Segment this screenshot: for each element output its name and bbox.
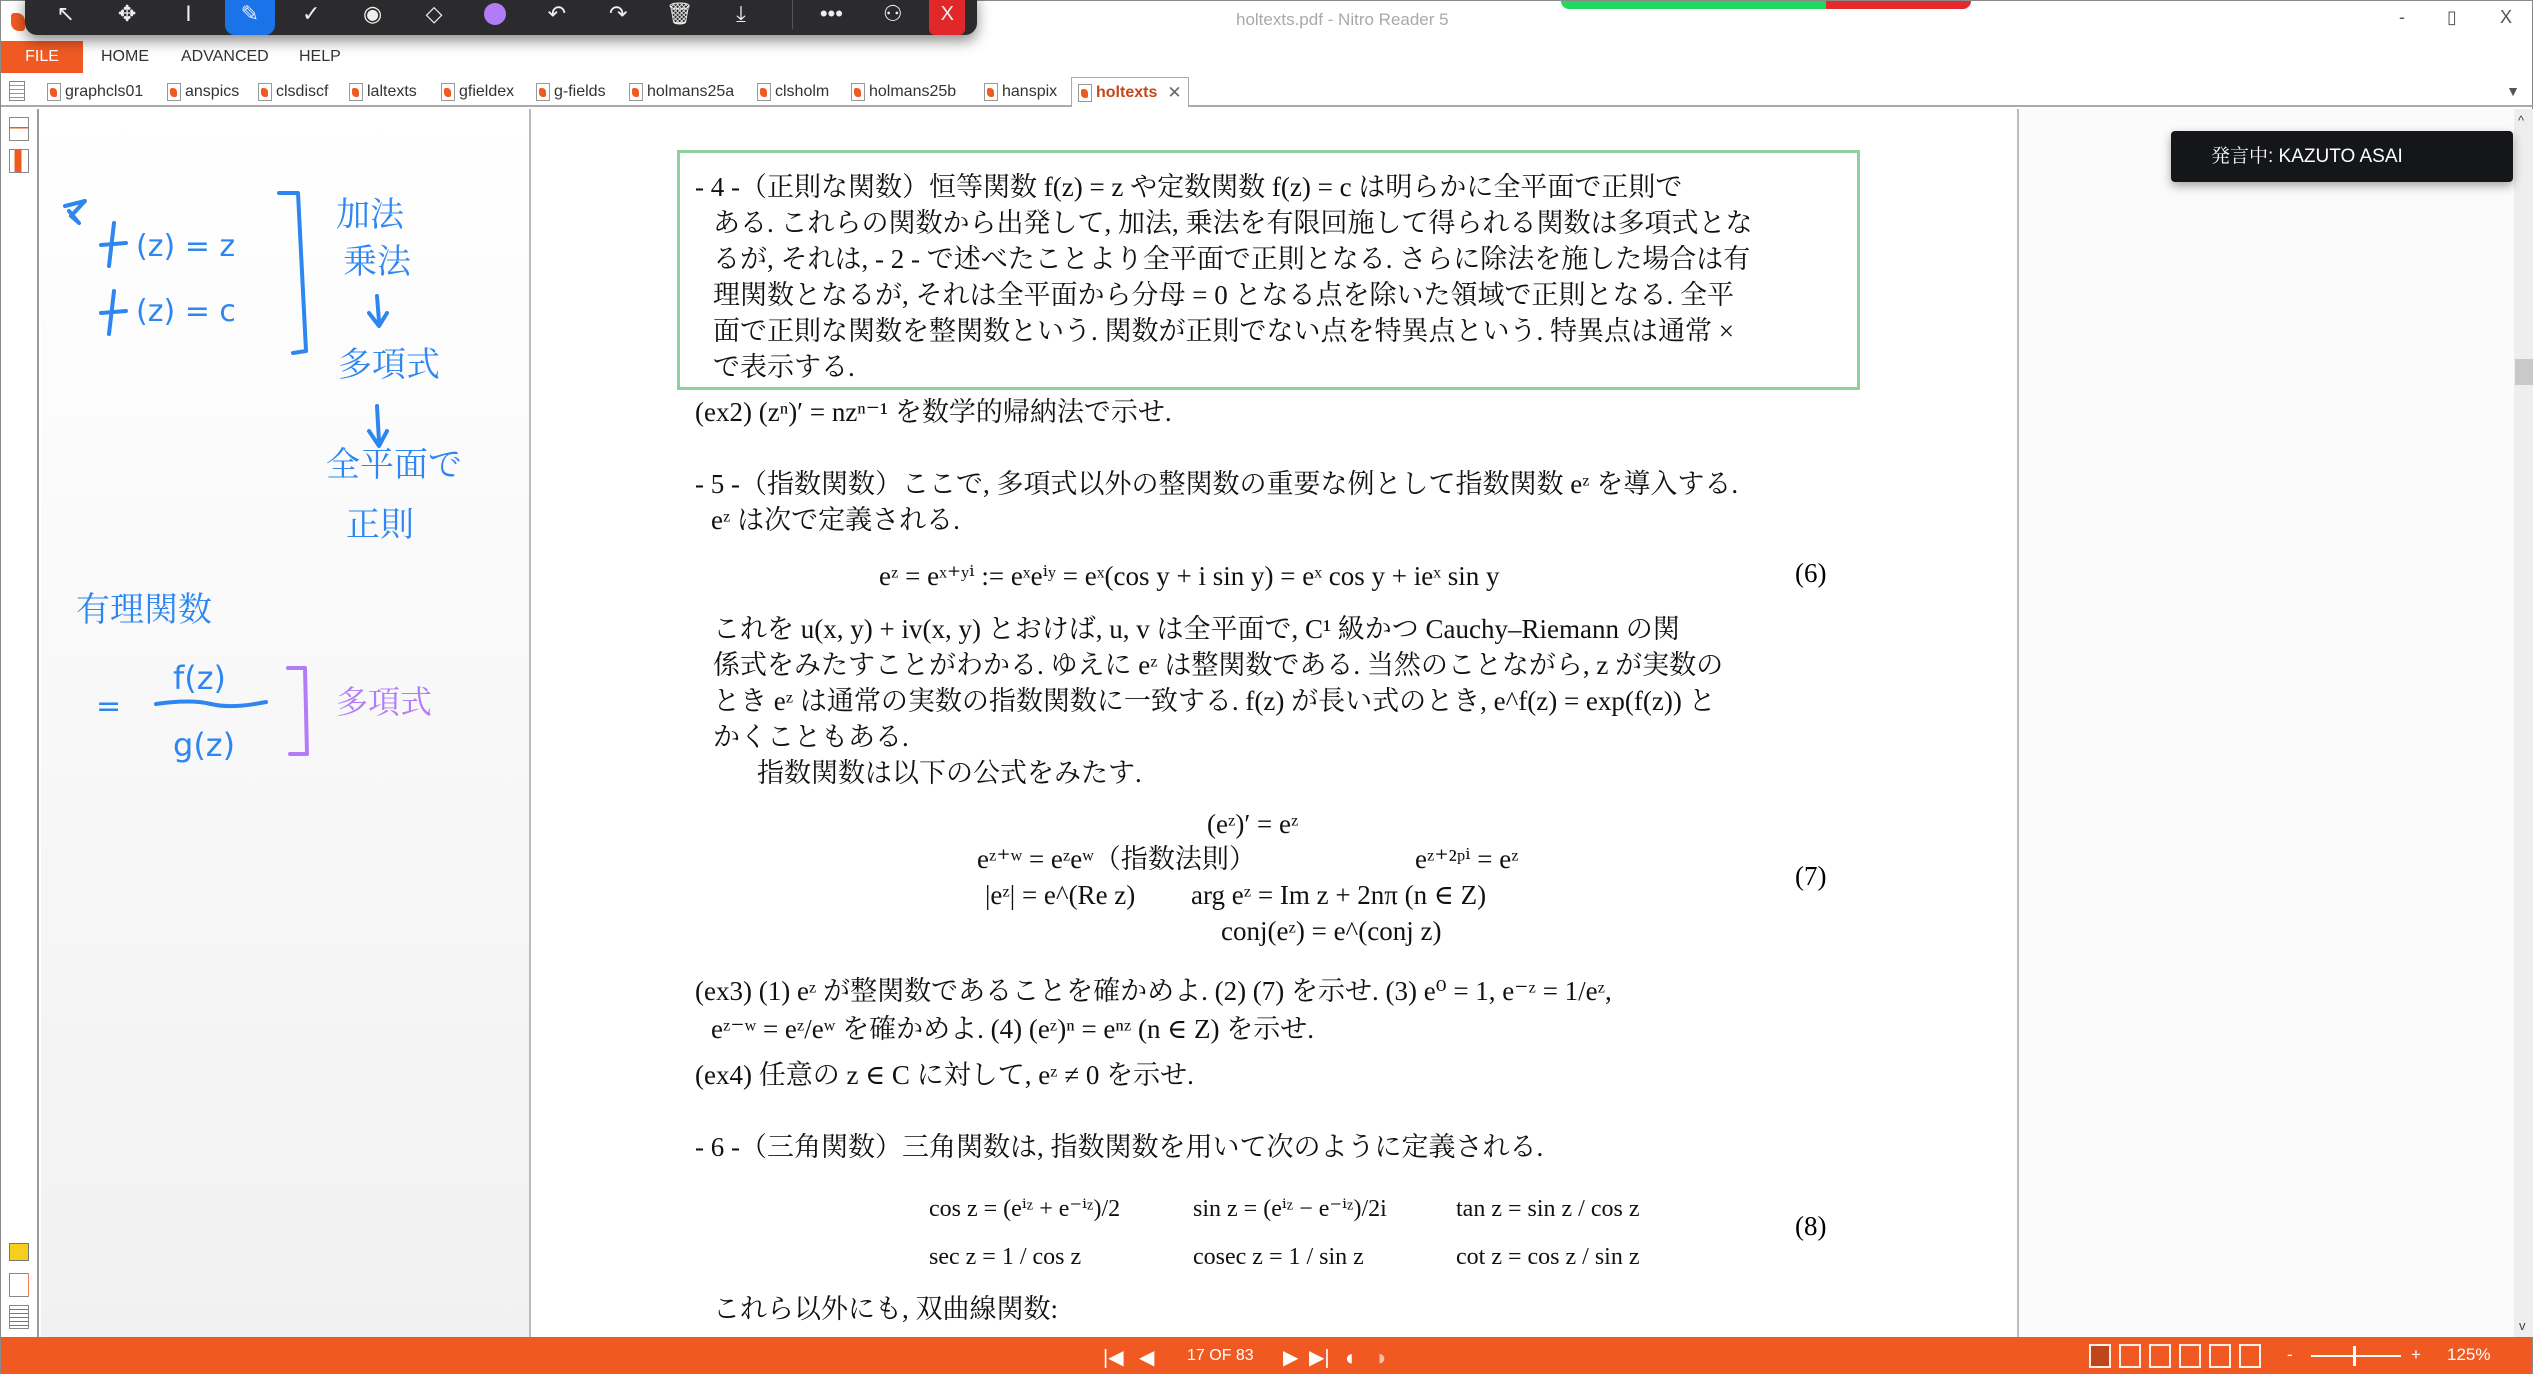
cauchy-riemann-line-1: これを u(x, y) + iv(x, y) とおけば, u, v は全平面で, C¹ 級かつ Cauchy–Riemann の関 bbox=[713, 614, 1680, 644]
svg-text:f(z): f(z) bbox=[173, 659, 227, 697]
section-4-line-2: ある. これらの関数から出発して, 加法, 乗法を有限回施して得られる関数は多項式とな bbox=[713, 208, 1753, 238]
equation-8-cosec: cosec z = 1 / sin z bbox=[1193, 1244, 1364, 1270]
exercise-3-line-2: eᶻ⁻ʷ = eᶻ/eʷ を確かめよ. (4) (eᶻ)ⁿ = eⁿᶻ (n ∈ Z) を示せ. bbox=[711, 1014, 1315, 1044]
tab-clsdiscf[interactable]: clsdiscf bbox=[258, 78, 328, 106]
facing-view-icon[interactable] bbox=[2149, 1344, 2171, 1368]
tabs-overflow-chevron-icon[interactable]: ▼ bbox=[2506, 83, 2520, 99]
section-4-line-3: るが, それは, - 2 - で述べたことより全平面で正則となる. さらに除法を施した場合は有 bbox=[713, 244, 1751, 274]
zoom-in-button[interactable]: + bbox=[2411, 1345, 2421, 1364]
next-page-icon[interactable]: ▶ bbox=[1283, 1347, 1299, 1369]
split-view-icon[interactable] bbox=[2239, 1344, 2261, 1368]
section-4-line-1: - 4 -（正則な関数）恒等関数 f(z) = z や定数関数 f(z) = c は明らかに全平面で正則で bbox=[695, 172, 1683, 202]
page-search-icon[interactable] bbox=[9, 117, 29, 141]
equation-8-cot: cot z = cos z / sin z bbox=[1456, 1244, 1640, 1270]
annotation-toolbar bbox=[25, 0, 977, 35]
exercise-2: (ex2) (zⁿ)′ = nzⁿ⁻¹ を数学的帰納法で示せ. bbox=[695, 397, 1172, 427]
last-page-icon[interactable]: ▶| bbox=[1309, 1347, 1330, 1369]
page-indicator[interactable]: 17 OF 83 bbox=[1187, 1347, 1254, 1364]
exercise-4: (ex4) 任意の z ∈ C に対して, eᶻ ≠ 0 を示せ. bbox=[695, 1060, 1194, 1090]
svg-text:加法: 加法 bbox=[336, 195, 404, 235]
tab-anspics[interactable]: anspics bbox=[167, 78, 239, 106]
scroll-up-icon[interactable]: ^ bbox=[2518, 113, 2525, 128]
undo-icon[interactable]: ↶ bbox=[547, 1, 567, 26]
menu-advanced[interactable]: ADVANCED bbox=[181, 48, 269, 65]
presentation-view-icon[interactable] bbox=[2209, 1344, 2231, 1368]
equation-6: eᶻ = eˣ⁺ʸⁱ := eˣeⁱʸ = eˣ(cos y + i sin y) = eˣ cos y + ieˣ sin y bbox=[879, 561, 1500, 591]
equation-7-row-2b: eᶻ⁺²ᵖⁱ = eᶻ bbox=[1415, 844, 1519, 874]
back-view-icon[interactable]: ◐ bbox=[1345, 1345, 1359, 1370]
facing-continuous-view-icon[interactable] bbox=[2179, 1344, 2201, 1368]
pdf-file-icon bbox=[851, 83, 865, 101]
handwriting-ink bbox=[41, 109, 531, 1337]
equation-7-row-4: conj(eᶻ) = e^(conj z) bbox=[1221, 916, 1442, 946]
menu-file[interactable]: FILE bbox=[1, 41, 83, 73]
zoom-out-button[interactable]: - bbox=[2287, 1345, 2293, 1364]
zoom-slider-knob[interactable] bbox=[2353, 1346, 2356, 1366]
svg-text:正則: 正則 bbox=[346, 505, 414, 545]
equation-7-number: (7) bbox=[1795, 861, 1827, 891]
window-title: holtexts.pdf - Nitro Reader 5 bbox=[1236, 10, 1449, 29]
move-icon[interactable]: ✥ bbox=[117, 1, 137, 26]
trash-icon[interactable]: 🗑 bbox=[665, 1, 694, 26]
pdf-file-icon bbox=[167, 83, 181, 101]
vertical-scrollbar[interactable] bbox=[2514, 109, 2533, 1337]
section-5-line-2: eᶻ は次で定義される. bbox=[711, 505, 960, 535]
first-page-icon[interactable]: |◀ bbox=[1103, 1347, 1124, 1369]
equation-6-number: (6) bbox=[1795, 558, 1827, 588]
close-tab-button[interactable]: ✕ bbox=[1167, 82, 1182, 102]
svg-text:(z) = z: (z) = z bbox=[136, 229, 236, 264]
svg-text:多項式: 多項式 bbox=[336, 683, 433, 721]
single-page-view-icon[interactable] bbox=[2089, 1344, 2111, 1368]
cauchy-riemann-line-4: かくこともある. bbox=[713, 722, 909, 752]
svg-text:有理関数: 有理関数 bbox=[76, 590, 212, 630]
maximize-button[interactable]: ▯ bbox=[2447, 7, 2457, 27]
formulas-intro: 指数関数は以下の公式をみたす. bbox=[757, 758, 1142, 788]
tab-graphcls01[interactable]: graphcls01 bbox=[47, 78, 143, 106]
redo-icon[interactable]: ↷ bbox=[608, 1, 628, 26]
equation-8-sin: sin z = (eⁱᶻ − e⁻ⁱᶻ)/2i bbox=[1193, 1196, 1387, 1222]
exercise-3-line-1: (ex3) (1) eᶻ が整関数であることを確かめよ. (2) (7) を示せ. (3) e⁰ = 1, e⁻ᶻ = 1/eᶻ, bbox=[695, 976, 1612, 1006]
pdf-file-icon bbox=[47, 83, 61, 101]
equation-8-tan: tan z = sin z / cos z bbox=[1456, 1196, 1640, 1222]
eraser-icon[interactable]: ◇ bbox=[425, 1, 443, 26]
scrollbar-thumb[interactable] bbox=[2515, 359, 2533, 385]
pdf-file-icon bbox=[258, 83, 272, 101]
select-arrow-icon[interactable]: ↖ bbox=[56, 1, 75, 26]
hyperbolic-intro: これら以外にも, 双曲線関数: bbox=[713, 1294, 1059, 1324]
tab-laltexts[interactable]: laltexts bbox=[349, 78, 417, 106]
section-4-line-5: 面で正則な関数を整関数という. 関数が正則でない点を特異点という. 特異点は通常 × bbox=[713, 316, 1734, 346]
left-panel-strip bbox=[1, 109, 39, 1337]
pdf-file-icon bbox=[1078, 84, 1092, 102]
pdf-file-icon bbox=[757, 83, 771, 101]
scroll-down-icon[interactable]: v bbox=[2519, 1318, 2526, 1333]
zoom-slider-track[interactable] bbox=[2311, 1355, 2401, 1357]
bookmark-icon[interactable] bbox=[9, 149, 29, 173]
meeting-share-bar[interactable] bbox=[1561, 1, 1971, 9]
previous-page-icon[interactable]: ◀ bbox=[1139, 1347, 1155, 1369]
attachments-icon[interactable] bbox=[9, 1273, 29, 1297]
speaking-indicator: 発言中: KAZUTO ASAI bbox=[2171, 131, 2513, 182]
highlighter-icon[interactable]: ◉ bbox=[363, 1, 383, 26]
download-icon[interactable]: ⤓ bbox=[736, 1, 746, 26]
cauchy-riemann-line-3: とき eᶻ は通常の実数の指数関数に一致する. f(z) が長い式のとき, e^f(z) = exp(f(z)) と bbox=[713, 686, 1716, 716]
page-list-icon[interactable] bbox=[9, 1305, 29, 1329]
pdf-file-icon bbox=[536, 83, 550, 101]
svg-text:(z) = c: (z) = c bbox=[136, 294, 236, 329]
tab-hanspix[interactable]: hanspix bbox=[984, 78, 1057, 106]
pdf-file-icon bbox=[984, 83, 998, 101]
document-tab-bar bbox=[1, 75, 2532, 107]
toolbar-divider bbox=[792, 0, 793, 29]
comments-icon[interactable] bbox=[9, 1243, 29, 1261]
more-icon[interactable]: ••• bbox=[819, 1, 843, 26]
section-5-line-1: - 5 -（指数関数）ここで, 多項式以外の整関数の重要な例として指数関数 eᶻ を導入する. bbox=[695, 469, 1739, 499]
section-4-line-4: 理関数となるが, それは全平面から分母 = 0 となる点を除いた領域で正則となる. 全平 bbox=[713, 280, 1734, 310]
close-icon[interactable]: X bbox=[929, 0, 965, 35]
user-share-icon[interactable]: ⚇ bbox=[882, 1, 903, 26]
check-icon[interactable]: ✓ bbox=[302, 1, 321, 26]
equation-8-number: (8) bbox=[1795, 1211, 1827, 1241]
svg-text:=: = bbox=[96, 689, 122, 724]
minimize-button[interactable]: - bbox=[2399, 7, 2405, 27]
pdf-file-icon bbox=[441, 83, 455, 101]
tab-gfieldex[interactable]: gfieldex bbox=[441, 78, 514, 106]
color-picker-icon[interactable] bbox=[471, 0, 520, 35]
equation-7-row-1: (eᶻ)′ = eᶻ bbox=[1207, 809, 1299, 839]
pdf-file-icon bbox=[349, 83, 363, 101]
ribbon-menu bbox=[1, 41, 2532, 73]
nitro-logo-icon bbox=[11, 13, 25, 31]
tab-list-icon[interactable] bbox=[9, 81, 25, 101]
cauchy-riemann-line-2: 係式をみたすことがわかる. ゆえに eᶻ は整関数である. 当然のことながら, z が実数の bbox=[713, 650, 1724, 680]
tab-holmans25b[interactable]: holmans25b bbox=[851, 78, 956, 106]
svg-text:多項式: 多項式 bbox=[338, 345, 440, 385]
continuous-view-icon[interactable] bbox=[2119, 1344, 2141, 1368]
equation-7-row-3a: |eᶻ| = e^(Re z) bbox=[985, 880, 1136, 910]
tab-g-fields[interactable]: g-fields bbox=[536, 78, 606, 106]
section-4-line-6: で表示する. bbox=[713, 352, 855, 382]
forward-view-icon[interactable]: ◑ bbox=[1373, 1345, 1387, 1370]
section-6: - 6 -（三角関数）三角関数は, 指数関数を用いて次のように定義される. bbox=[695, 1132, 1544, 1162]
menu-help[interactable]: HELP bbox=[299, 48, 341, 65]
status-bar bbox=[1, 1337, 2532, 1374]
pen-icon[interactable]: ✎ bbox=[225, 0, 274, 35]
svg-text:g(z): g(z) bbox=[173, 726, 236, 764]
right-side-pane bbox=[2017, 109, 2514, 1337]
handwritten-notes-pane[interactable] bbox=[41, 109, 531, 1337]
svg-text:全平面で: 全平面で bbox=[326, 445, 462, 485]
tab-holtexts[interactable]: holtexts ✕ bbox=[1071, 77, 1189, 107]
menu-home[interactable]: HOME bbox=[101, 48, 149, 65]
equation-8-cos: cos z = (eⁱᶻ + e⁻ⁱᶻ)/2 bbox=[929, 1196, 1121, 1222]
svg-text:乗法: 乗法 bbox=[343, 242, 411, 282]
equation-8-sec: sec z = 1 / cos z bbox=[929, 1244, 1082, 1270]
tab-clsholm[interactable]: clsholm bbox=[757, 78, 829, 106]
tab-holmans25a[interactable]: holmans25a bbox=[629, 78, 734, 106]
equation-7-row-3b: arg eᶻ = Im z + 2nπ (n ∈ Z) bbox=[1191, 880, 1487, 910]
zoom-level[interactable]: 125% bbox=[2447, 1345, 2491, 1364]
close-window-button[interactable]: X bbox=[2499, 7, 2512, 27]
equation-7-row-2a: eᶻ⁺ʷ = eᶻeʷ（指数法則） bbox=[977, 844, 1256, 874]
text-cursor-icon[interactable]: I bbox=[185, 1, 192, 26]
pdf-file-icon bbox=[629, 83, 643, 101]
